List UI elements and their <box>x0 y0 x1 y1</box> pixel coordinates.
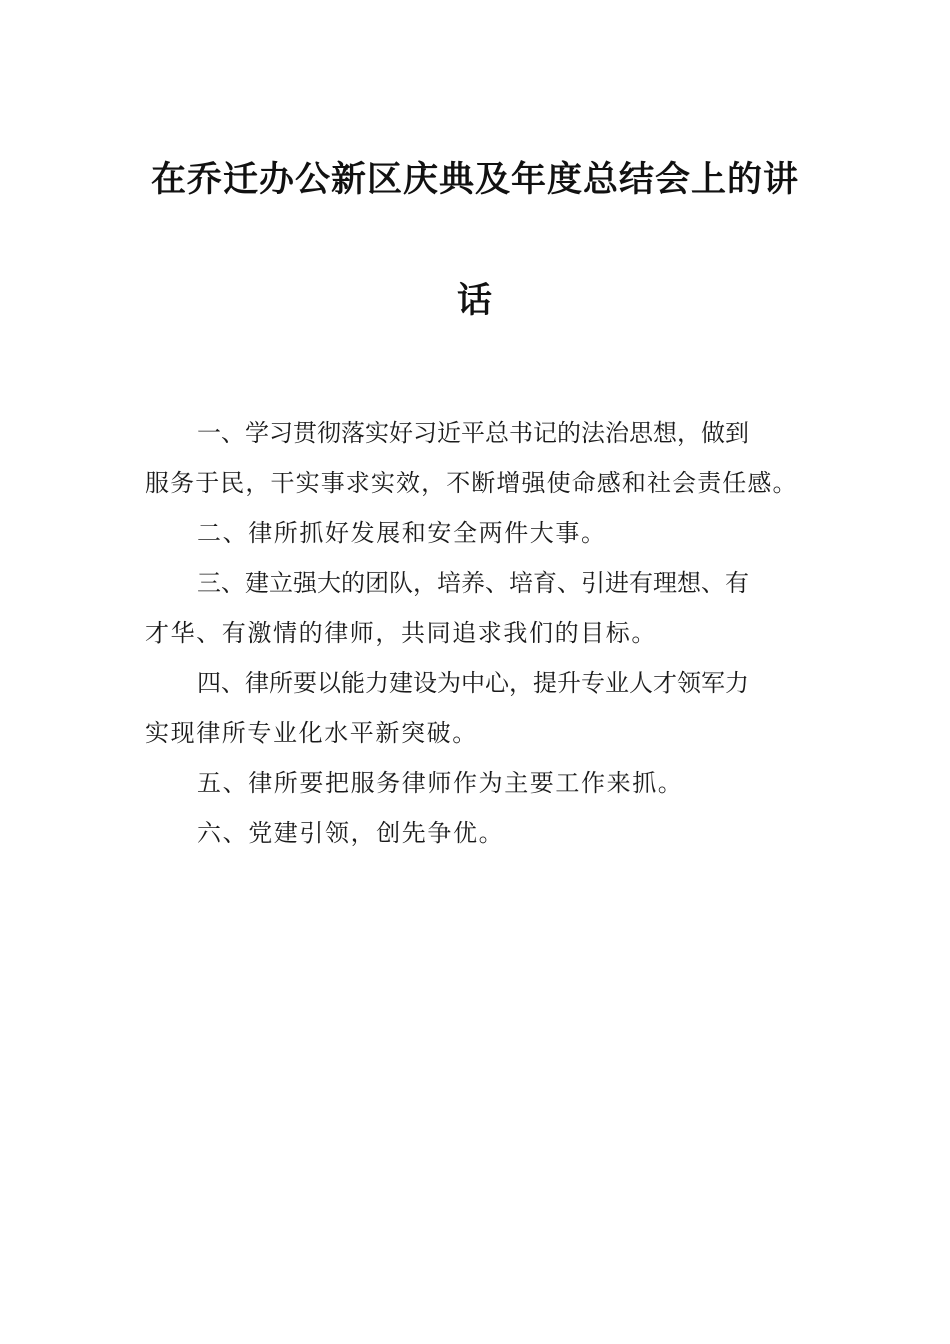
paragraph-2 <box>145 508 807 558</box>
paragraph-3 <box>145 558 807 658</box>
paragraph-line: 三、建立强大的团队，培养、培育、引进有理想、有 <box>197 569 749 597</box>
document-title-line-1: 在乔迁办公新区庆典及年度总结会上的讲 <box>150 160 799 200</box>
paragraph-4 <box>145 658 807 758</box>
paragraph-1 <box>145 408 807 508</box>
paragraph-5 <box>145 758 807 808</box>
paragraph-line: 才华、有激情的律师，共同追求我们的目标。 <box>145 619 657 647</box>
paragraph-line: 实现律所专业化水平新突破。 <box>145 719 478 747</box>
paragraph-line: 六、党建引领，创先争优。 <box>197 819 505 847</box>
paragraph-line: 五、律所要把服务律师作为主要工作来抓。 <box>197 769 684 797</box>
paragraph-line: 二、律所抓好发展和安全两件大事。 <box>197 519 607 547</box>
paragraph-line: 服务于民，干实事求实效，不断增强使命感和社会责任感。 <box>145 469 798 497</box>
document-title-line-2: 话 <box>456 281 493 321</box>
paragraph-line: 四、律所要以能力建设为中心，提升专业人才领军力 <box>197 669 749 697</box>
paragraph-line: 一、学习贯彻落实好习近平总书记的法治思想，做到 <box>197 419 749 447</box>
paragraph-6 <box>145 808 807 858</box>
document-body <box>145 408 807 858</box>
